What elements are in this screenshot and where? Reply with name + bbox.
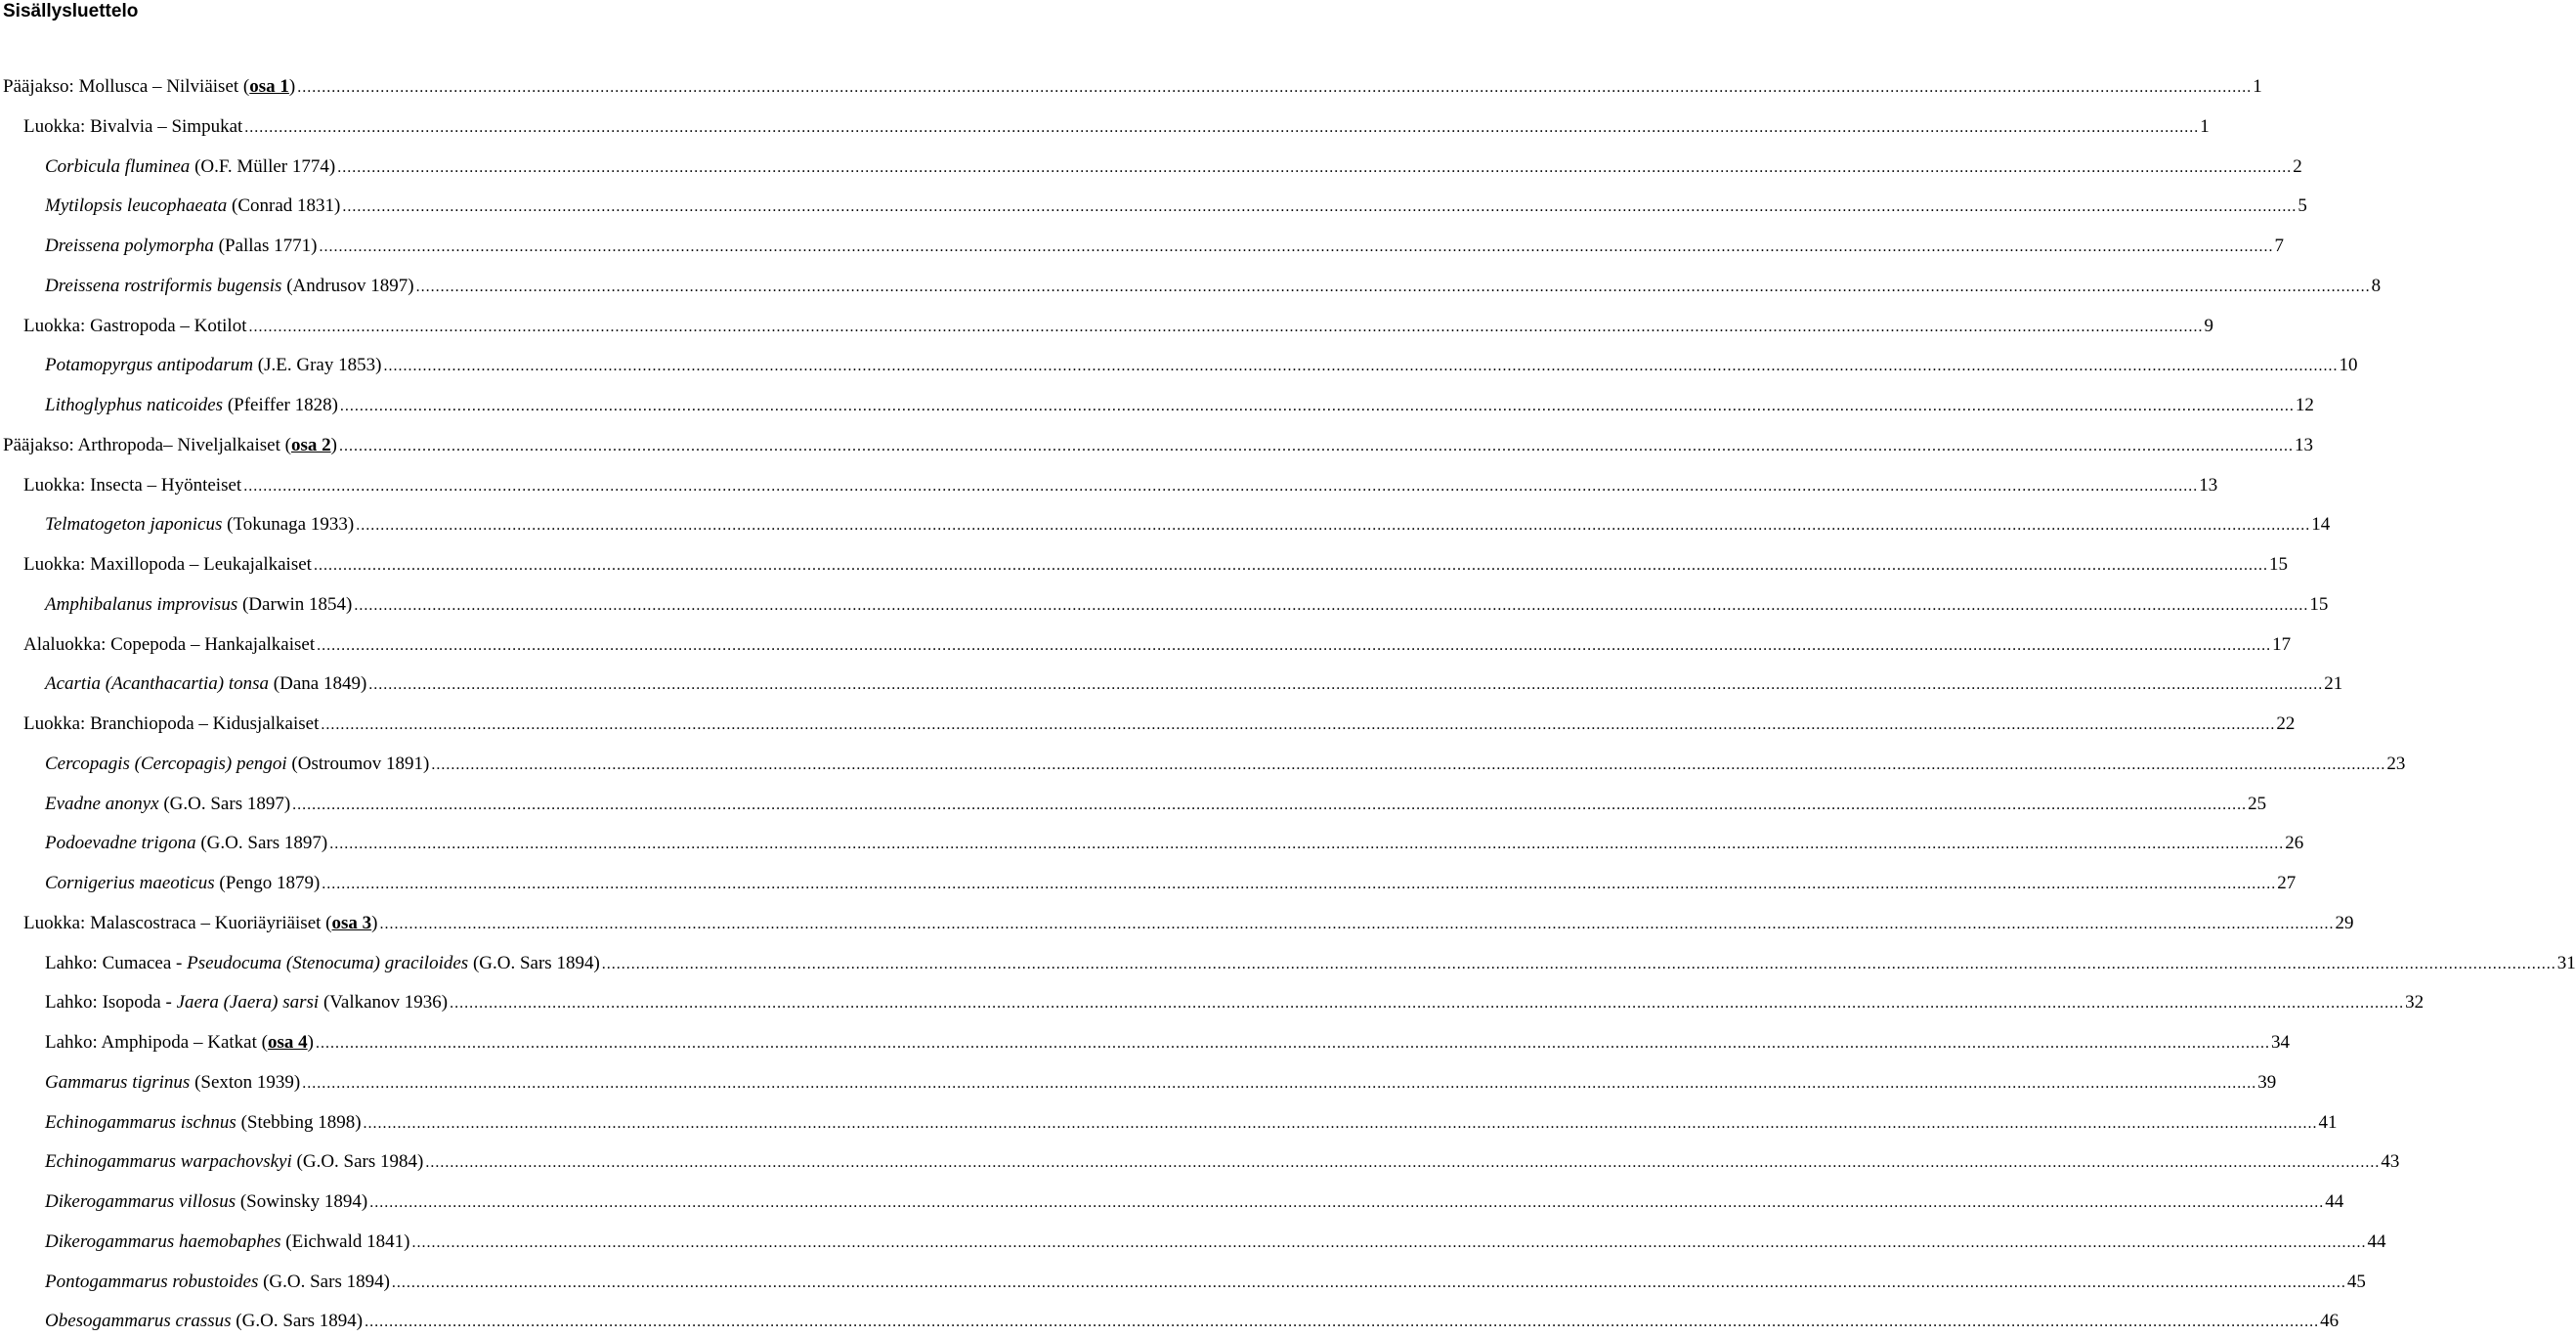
entry-text-part: (J.E. Gray 1853) [253,355,382,375]
species-name: Echinogammarus warpachovskyi [45,1151,292,1172]
page-number: 1 [2253,76,2262,97]
toc-entry-title [45,1068,300,1098]
toc-entry[interactable] [23,550,2288,580]
entry-text-part: (G.O. Sars 1894) [468,953,600,973]
dot-leader: ................................................................................................................................................................................................................................................................................................................................................................................................................ [342,198,2297,215]
entry-text-part: Lahko: Cumacea - [45,953,188,973]
entry-text-part: (G.O. Sars 1894) [231,1311,364,1331]
species-name: Lithoglyphus naticoides [45,395,224,415]
dot-leader: ................................................................................................................................................................................................................................................................................................................................................................................................................ [292,797,2248,813]
toc-entry-title [23,630,315,660]
toc-entry-title [3,72,295,102]
entry-text-part: ) [371,913,378,933]
species-name: Pontogammarus robustoides [45,1272,259,1292]
species-name: Echinogammarus ischnus [45,1112,236,1133]
species-name: Potamopyrgus antipodarum [45,355,254,375]
toc-entry-title [23,112,242,142]
toc-entry[interactable] [45,1028,2290,1057]
page-number: 10 [2339,355,2358,375]
entry-text-part: Luokka: Gastropoda – Kotilot [23,316,247,336]
entry-text-part: ) [307,1032,314,1053]
entry-text-part: Luokka: Branchiopoda – Kidusjalkaiset [23,713,320,734]
page-number: 26 [2285,833,2304,853]
page-number: 41 [2318,1112,2338,1133]
page-number: 12 [2295,395,2314,415]
entry-text-part: (O.F. Müller 1774) [190,156,336,177]
toc-entry[interactable] [45,829,2304,858]
toc-entry[interactable] [23,710,2296,739]
page-number: 5 [2297,195,2307,216]
dot-leader: ................................................................................................................................................................................................................................................................................................................................................................................................................ [369,1194,2325,1211]
toc-entry-title [45,590,352,620]
entry-text-part: (Pallas 1771) [213,236,318,256]
species-name: Amphibalanus improvisus [45,594,238,615]
page-number: 45 [2346,1272,2366,1292]
page-number: 22 [2276,713,2296,734]
species-name: Obesogammarus crassus [45,1311,232,1331]
dot-leader: ................................................................................................................................................................................................................................................................................................................................................................................................................ [391,1274,2346,1291]
toc-entry-title [23,909,377,938]
toc-entry-title [23,710,319,739]
toc-entry[interactable] [45,192,2307,221]
toc-entry[interactable] [23,112,2210,142]
page-number: 29 [2335,913,2354,933]
page-number: 13 [2294,435,2313,455]
entry-text-part: (Ostroumov 1891) [286,754,430,774]
species-name: Dikerogammarus haemobaphes [45,1231,281,1252]
page-number: 7 [2274,236,2284,256]
toc-entry-title [45,1028,314,1057]
section-link[interactable]: osa 1 [249,76,289,97]
entry-text-part: (Pfeiffer 1828) [223,395,338,415]
page-number: 39 [2257,1072,2277,1093]
toc-entry[interactable] [45,510,2331,539]
page-number: 44 [2325,1191,2344,1212]
toc-entry-title [45,1307,363,1336]
dot-leader: ................................................................................................................................................................................................................................................................................................................................................................................................................ [431,756,2386,773]
page-number: 15 [2309,594,2329,615]
toc-entry-title [45,750,429,779]
entry-text-part: Pääjakso: Mollusca – Nilviäiset ( [3,76,250,97]
dot-leader: ................................................................................................................................................................................................................................................................................................................................................................................................................ [297,79,2253,96]
entry-text-part: (Conrad 1831) [227,195,341,216]
toc-entry-title [23,550,312,580]
dot-leader: ................................................................................................................................................................................................................................................................................................................................................................................................................ [368,676,2324,693]
page-number: 46 [2320,1311,2340,1331]
entry-text-part: (G.O. Sars 1897) [195,833,328,853]
dot-leader: ................................................................................................................................................................................................................................................................................................................................................................................................................ [425,1154,2381,1171]
dot-leader: ................................................................................................................................................................................................................................................................................................................................................................................................................ [339,398,2295,414]
dot-leader: ................................................................................................................................................................................................................................................................................................................................................................................................................ [415,279,2371,295]
toc-entry[interactable] [45,351,2358,380]
species-name: Dreissena rostriformis bugensis [45,276,282,296]
toc-entry[interactable] [45,272,2382,301]
dot-leader: ................................................................................................................................................................................................................................................................................................................................................................................................................ [313,557,2268,574]
page-number: 21 [2324,673,2343,694]
page-number: 43 [2381,1151,2400,1172]
toc-entry[interactable] [45,988,2425,1017]
dot-leader: ................................................................................................................................................................................................................................................................................................................................................................................................................ [302,1075,2257,1092]
page-number: 13 [2199,475,2218,496]
toc-entry[interactable] [45,750,2406,779]
toc-entry[interactable] [23,630,2292,660]
entry-text-part: Luokka: Insecta – Hyönteiset [23,475,242,496]
toc-entry[interactable] [45,1187,2344,1217]
dot-leader: ................................................................................................................................................................................................................................................................................................................................................................................................................ [365,1314,2320,1330]
entry-text-part: ) [330,435,337,455]
toc-entry[interactable] [45,232,2284,261]
toc-entry[interactable] [45,1147,2400,1177]
species-name: Evadne anonyx [45,794,159,814]
entry-text-part: (G.O. Sars 1894) [258,1272,390,1292]
toc-entry[interactable] [45,869,2297,898]
toc-entry-title [45,510,354,539]
species-name: Pseudocuma (Stenocuma) graciloides [187,953,469,973]
toc-entry-title [45,1228,409,1257]
page-title: Sisällysluettelo [3,1,139,22]
toc-entry[interactable] [45,152,2302,182]
dot-leader: ................................................................................................................................................................................................................................................................................................................................................................................................................ [383,358,2339,374]
toc-entry[interactable] [45,1307,2340,1336]
page-number: 34 [2270,1032,2290,1053]
species-name: Podoevadne trigona [45,833,196,853]
dot-leader: ................................................................................................................................................................................................................................................................................................................................................................................................................ [338,438,2294,454]
dot-leader: ................................................................................................................................................................................................................................................................................................................................................................................................................ [319,238,2274,255]
toc-entry[interactable] [45,669,2343,699]
entry-text-part: (Valkanov 1936) [319,992,449,1013]
toc-entry-title [45,272,414,301]
dot-leader: ................................................................................................................................................................................................................................................................................................................................................................................................................ [315,1035,2270,1052]
dot-leader: ................................................................................................................................................................................................................................................................................................................................................................................................................ [354,597,2309,614]
dot-leader: ................................................................................................................................................................................................................................................................................................................................................................................................................ [248,319,2204,335]
toc-entry-title [45,869,320,898]
toc-entry-title [23,312,247,341]
toc-entry[interactable] [45,1228,2386,1257]
species-name: Gammarus tigrinus [45,1072,191,1093]
page-number: 23 [2386,754,2406,774]
toc-entry-title [45,1147,423,1177]
dot-leader: ................................................................................................................................................................................................................................................................................................................................................................................................................ [322,876,2277,892]
toc-entry-title [45,949,600,978]
species-name: Acartia (Acanthacartia) tonsa [45,673,270,694]
entry-text-part: Luokka: Malascostraca – Kuoriäyriäiset ( [23,913,332,933]
toc-entry[interactable] [3,431,2313,460]
entry-text-part: (Andrusov 1897) [281,276,414,296]
toc-entry-title [45,1187,367,1217]
toc-entry[interactable] [23,471,2218,500]
page-number: 9 [2204,316,2213,336]
entry-text-part: Luokka: Maxillopoda – Leukajalkaiset [23,554,312,575]
entry-text-part: (Pengo 1879) [214,873,321,893]
entry-text-part: (Stebbing 1898) [236,1112,362,1133]
dot-leader: ................................................................................................................................................................................................................................................................................................................................................................................................................ [244,119,2200,136]
toc-entry[interactable] [45,1108,2338,1138]
species-name: Mytilopsis leucophaeata [45,195,228,216]
dot-leader: ................................................................................................................................................................................................................................................................................................................................................................................................................ [601,956,2556,972]
toc-entry[interactable] [23,312,2213,341]
section-link[interactable]: osa 3 [331,913,372,933]
toc-entry[interactable] [45,1068,2277,1098]
entry-text-part: (G.O. Sars 1897) [158,794,291,814]
species-name: Telmatogeton japonicus [45,514,223,535]
dot-leader: ................................................................................................................................................................................................................................................................................................................................................................................................................ [243,478,2199,495]
page-number: 17 [2272,634,2292,655]
entry-text-part: Lahko: Amphipoda – Katkat ( [45,1032,268,1053]
entry-text-part: Pääjakso: Arthropoda– Niveljalkaiset ( [3,435,291,455]
entry-text-part: Lahko: Isopoda - [45,992,177,1013]
page-number: 31 [2556,953,2576,973]
toc-entry[interactable] [3,72,2262,102]
page-number: 2 [2293,156,2302,177]
toc-entry[interactable] [45,391,2314,420]
page-number: 32 [2405,992,2425,1013]
species-name: Cornigerius maeoticus [45,873,215,893]
dot-leader: ................................................................................................................................................................................................................................................................................................................................................................................................................ [363,1115,2318,1132]
entry-text-part: (Sexton 1939) [190,1072,301,1093]
dot-leader: ................................................................................................................................................................................................................................................................................................................................................................................................................ [317,637,2272,654]
page-number: 25 [2248,794,2267,814]
toc-entry-title [45,790,290,819]
page-number: 1 [2200,116,2210,137]
toc-entry-title [45,669,366,699]
toc-entry-title [3,431,337,460]
species-name: Cercopagis (Cercopagis) pengoi [45,754,287,774]
dot-leader: ................................................................................................................................................................................................................................................................................................................................................................................................................ [329,836,2285,852]
toc-entry[interactable] [45,590,2329,620]
species-name: Dreissena polymorpha [45,236,214,256]
toc-entry-title [45,1108,362,1138]
page-number: 15 [2268,554,2288,575]
toc-entry-title [45,829,327,858]
toc-entry[interactable] [45,790,2267,819]
entry-text-part: (Dana 1849) [269,673,367,694]
toc-entry-title [45,391,338,420]
toc-entry-title [45,988,448,1017]
page-number: 8 [2371,276,2382,296]
entry-text-part: (G.O. Sars 1984) [291,1151,424,1172]
dot-leader: ................................................................................................................................................................................................................................................................................................................................................................................................................ [379,916,2335,932]
toc-entry-title [23,471,241,500]
entry-text-part: (Tokunaga 1933) [222,514,355,535]
entry-text-part: (Sowinsky 1894) [236,1191,368,1212]
toc-entry-title [45,232,317,261]
page-number: 27 [2277,873,2297,893]
dot-leader: ................................................................................................................................................................................................................................................................................................................................................................................................................ [337,159,2293,176]
toc-entry[interactable] [23,909,2354,938]
species-name: Dikerogammarus villosus [45,1191,236,1212]
entry-text-part: Luokka: Bivalvia – Simpukat [23,116,243,137]
entry-text-part: Alaluokka: Copepoda – Hankajalkaiset [23,634,316,655]
species-name: Corbicula fluminea [45,156,191,177]
toc-entry-title [45,351,381,380]
dot-leader: ................................................................................................................................................................................................................................................................................................................................................................................................................ [450,995,2405,1012]
toc-entry[interactable] [45,949,2576,978]
page-number: 14 [2311,514,2331,535]
dot-leader: ................................................................................................................................................................................................................................................................................................................................................................................................................ [321,716,2276,733]
species-name: Jaera (Jaera) sarsi [176,992,320,1013]
dot-leader: ................................................................................................................................................................................................................................................................................................................................................................................................................ [411,1234,2367,1251]
toc-entry-title [45,192,340,221]
entry-text-part: (Eichwald 1841) [280,1231,410,1252]
entry-text-part: ) [288,76,296,97]
toc-entry-title [45,1268,390,1297]
dot-leader: ................................................................................................................................................................................................................................................................................................................................................................................................................ [356,517,2311,534]
section-link[interactable]: osa 2 [290,435,331,455]
toc-entry-title [45,152,335,182]
toc-entry[interactable] [45,1268,2366,1297]
section-link[interactable]: osa 4 [267,1032,308,1053]
entry-text-part: (Darwin 1854) [237,594,353,615]
page-number: 44 [2367,1231,2386,1252]
